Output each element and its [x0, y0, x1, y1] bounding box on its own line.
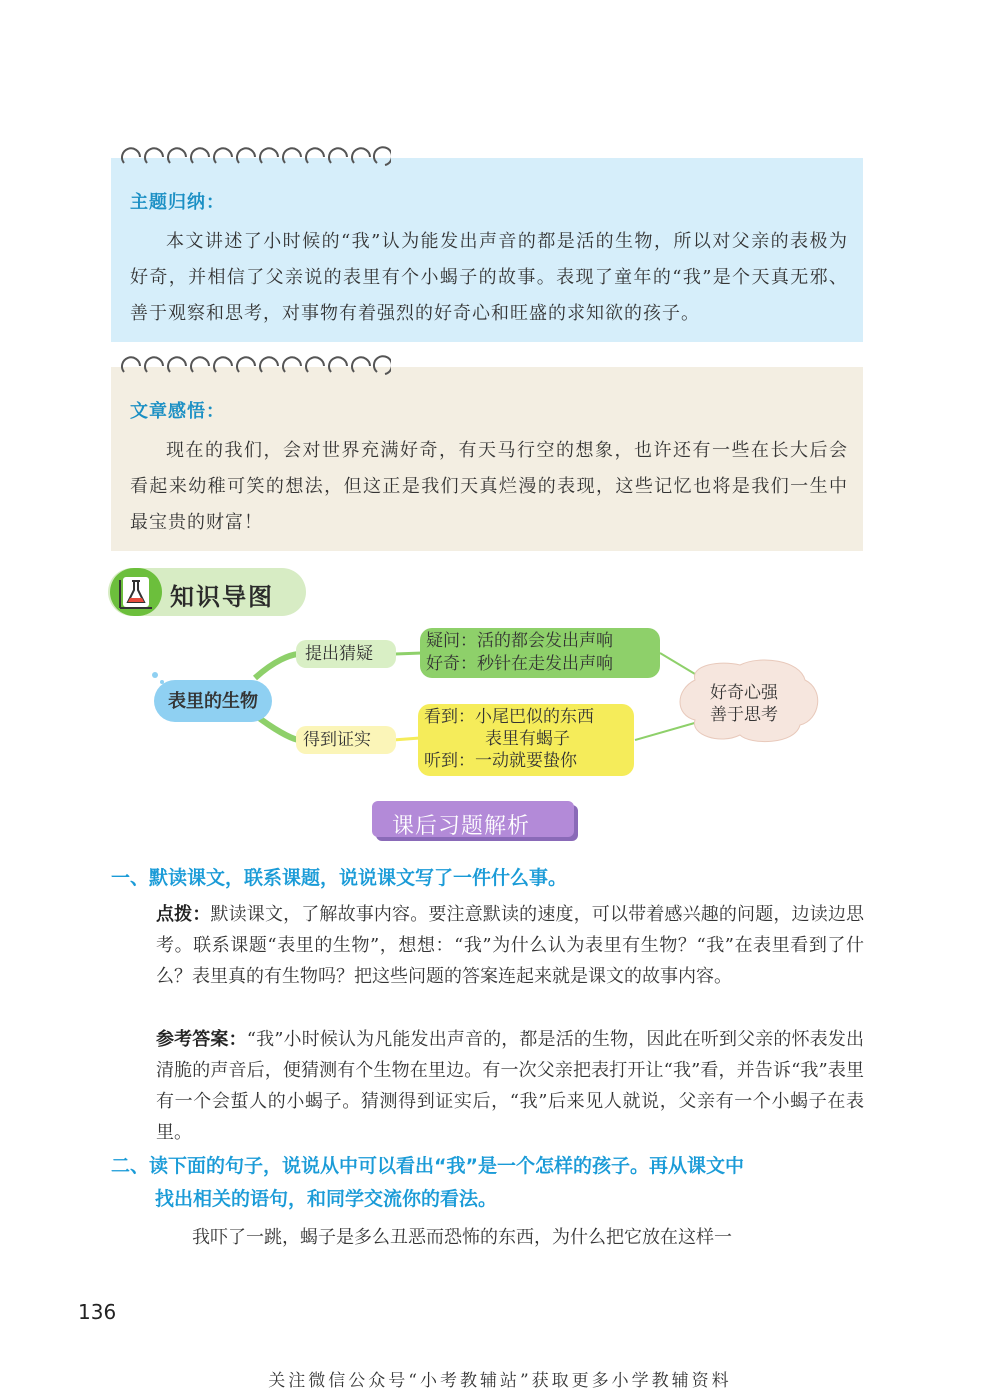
theme-box-text: 本文讲述了小时候的“我”认为能发出声音的都是活的生物，所以对父亲的表极为好奇，并相信了父亲说的表里有个小蝎子的故事。表现了童年的“我”是个天真无邪、善于观察和思考，对事物有着强烈的好奇心和旺盛的求知欲的孩子。: [130, 231, 848, 324]
page-number: 136: [78, 1300, 117, 1324]
hint-label: 点拨：: [156, 904, 211, 925]
notebook-rings-icon: [116, 352, 391, 380]
answer-text: “我”小时候认为凡能发出声音的，都是活的生物，因此在听到父亲的怀表发出清脆的声音后，便猜测有个生物在里边。有一次父亲把表打开让“我”看，并告诉“我”表里有一个会蜇人的小蝎子。猜测得到证实后，“我”后来见人就说，父亲有一个小蝎子在表里。: [156, 1029, 864, 1143]
branch2-line-3: 听到：一动就要蛰你: [424, 751, 577, 771]
branch2-label: 得到证实: [303, 730, 371, 750]
theme-box-title: 主题归纳：: [130, 192, 225, 213]
insight-box-text: 现在的我们，会对世界充满好奇，有天马行空的想象，也许还有一些在长大后会看起来幼稚可笑的想法，但这正是我们天真烂漫的表现，这些记忆也将是我们一生中最宝贵的财富！: [130, 440, 848, 533]
result-line-2: 善于思考: [710, 705, 778, 725]
branch2-line-2: 表里有蝎子: [485, 729, 570, 749]
branch1-line-2: 好奇：秒针在走发出声响: [426, 654, 613, 674]
theme-box: [111, 158, 863, 342]
branch1-label: 提出猜疑: [305, 644, 373, 664]
insight-box: [111, 367, 863, 551]
question-1-heading: 一、默读课文，联系课题，说说课文写了一件什么事。: [111, 867, 568, 889]
branch1-line-1: 疑问：活的都会发出声响: [426, 631, 613, 651]
hint-text: 默读课文，了解故事内容。要注意默读的速度，可以带着感兴趣的问题，边读边思考。联系课题“表里的生物”，想想：“我”为什么认为表里有生物？“我”在表里看到了什么？表里真的有生物吗？把这些问题的答案连起来就是课文的故事内容。: [156, 904, 865, 987]
footer-note: 关注微信公众号“小考教辅站”获取更多小学教辅资料: [268, 1371, 732, 1391]
exercise-title: 课后习题解析: [392, 814, 531, 839]
question-2-quote: 我吓了一跳，蝎子是多么丑恶而恐怖的东西，为什么把它放在这样一: [192, 1227, 732, 1248]
branch2-line-1: 看到：小尾巴似的东西: [424, 707, 594, 727]
notebook-rings-icon: [116, 143, 391, 171]
question-2-heading-line2: 找出相关的语句，和同学交流你的看法。: [155, 1188, 498, 1210]
flask-icon: [110, 568, 162, 616]
insight-box-title: 文章感悟：: [130, 401, 225, 422]
answer-label: 参考答案：: [156, 1029, 247, 1050]
question-2-heading: [111, 1150, 871, 1216]
knowledge-map-title: 知识导图: [170, 583, 274, 611]
question-1-hint: [156, 899, 864, 992]
question-2-heading-line1: 二、读下面的句子，说说从中可以看出“我”是一个怎样的孩子。再从课文中: [111, 1155, 744, 1177]
result-line-1: 好奇心强: [710, 683, 778, 703]
center-node-label: 表里的生物: [168, 691, 258, 712]
question-1-answer: [156, 1024, 864, 1148]
